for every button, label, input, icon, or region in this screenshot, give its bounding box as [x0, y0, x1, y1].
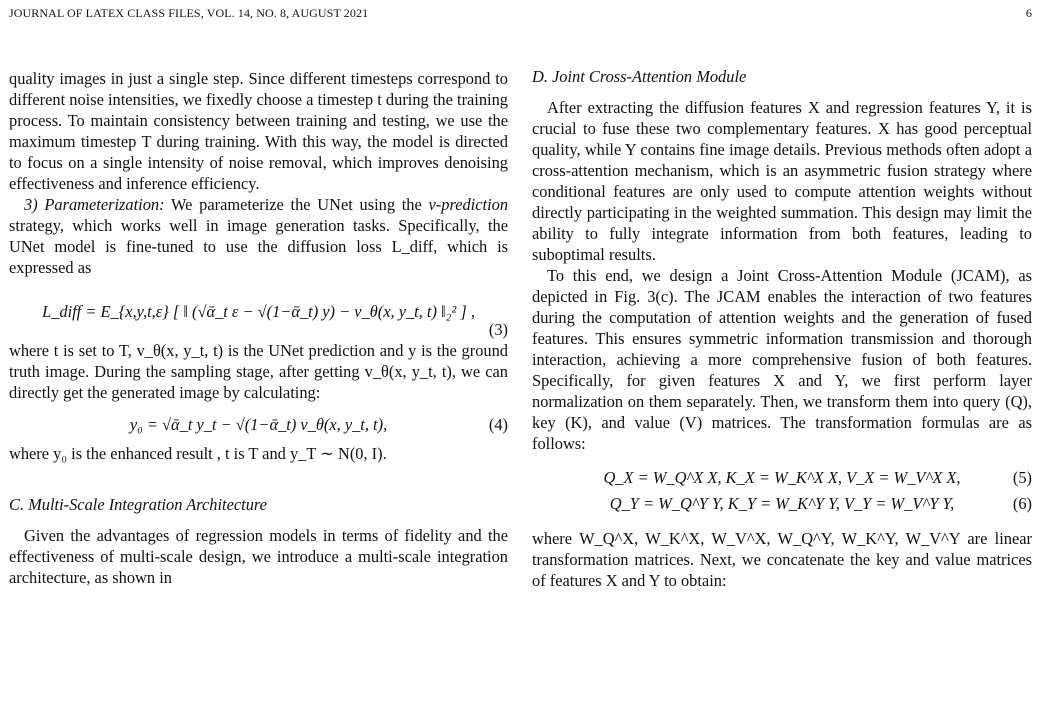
section-heading: D. Joint Cross-Attention Module: [532, 67, 747, 86]
equation-4: [9, 411, 508, 437]
term: v-prediction: [428, 195, 509, 214]
paragraph: Given the advantages of regression models in terms of fidelity and the effectiveness of multi-scale design, we introduce a multi-scale integration architecture, as shown in: [9, 526, 508, 587]
paragraph: where y₀ is the enhanced result , t is T and y_T ∼ N(0, I).: [9, 444, 387, 463]
paragraph: After extracting the diffusion features X and regression features Y, it is crucial to fuse these two complementary features. X has good perceptual quality, while Y contains fine image details. Previous methods often adopt a cross-attention mechanism, which is an asymmetric fusion strategy where conditional features are only used to compute attention weights without directly participating in the weighted summation. This design may limit the ability to fully integrate information from both features, leading to suboptimal results.: [532, 98, 1032, 264]
left-column: [9, 68, 508, 588]
paragraph: [9, 194, 508, 278]
equation-6: [532, 490, 1032, 516]
page-header: [9, 6, 1032, 22]
subsection-heading: 3) Parameterization:: [24, 195, 165, 214]
equation-formula: y₀ = √ᾱ_t y_t − √(1−ᾱ_t) v_θ(x, y_t, t),: [129, 414, 388, 434]
paragraph: quality images in just a single step. Since different timesteps correspond to different noise intensities, we fixedly choose a timestep t during the training process. To maintain consistency between training and testing, we use the maximum timestep T during training. With this way, the model is directed to focus on a single intensity of noise removal, which improves denoising effectiveness and inference efficiency.: [9, 69, 508, 193]
journal-header: JOURNAL OF LATEX CLASS FILES, VOL. 14, NO. 8, AUGUST 2021: [9, 6, 369, 20]
equation-number: (6): [1012, 494, 1032, 513]
equation-number: (3): [488, 320, 508, 339]
equation-3: [9, 288, 508, 339]
text-span: We parameterize the UNet using the: [171, 195, 422, 214]
section-heading: C. Multi-Scale Integration Architecture: [9, 495, 267, 514]
page-number: 6: [1025, 6, 1032, 20]
equation-5: [532, 464, 1032, 490]
paragraph: To this end, we design a Joint Cross-Attention Module (JCAM), as depicted in Fig. 3(c). The JCAM enables the interaction of two features during the computation of attention weights and the generation of fused features. This ensures symmetric information transmission and thorough interaction, achieving a more comprehensive fusion of both features. Specifically, for given features X and Y, we first perform layer normalization on them separately. Then, we transform them into query (Q), key (K), and value (V) matrices. The transformation formulas are as follows:: [532, 266, 1032, 453]
text-span: strategy, which works well in image generation tasks. Specifically, the UNet model is fine-tuned to use the diffusion loss L_diff, which is expressed as: [9, 216, 508, 277]
right-column: [532, 66, 1032, 591]
equation-number: (5): [1012, 468, 1032, 487]
paragraph: where W_Q^X, W_K^X, W_V^X, W_Q^Y, W_K^Y, W_V^Y are linear transformation matrices. Next, we concatenate the key and value matrices of features X and Y to obtain:: [532, 529, 1032, 590]
equation-number: (4): [488, 415, 508, 434]
equation-formula: Q_Y = W_Q^Y Y, K_Y = W_K^Y Y, V_Y = W_V^Y Y,: [609, 493, 955, 513]
paragraph: where t is set to T, v_θ(x, y_t, t) is the UNet prediction and y is the ground truth image. During the sampling stage, after getting v_θ(x, y_t, t), we can directly get the generated image by calculating:: [9, 341, 508, 402]
equation-formula: Q_X = W_Q^X X, K_X = W_K^X X, V_X = W_V^X X,: [603, 467, 961, 487]
equation-formula: L_diff = E_{x,y,t,ε} [ ‖ (√ᾱ_t ε − √(1−ᾱ_t) y) − v_θ(x, y_t, t) ‖₂² ] ,: [42, 301, 475, 321]
